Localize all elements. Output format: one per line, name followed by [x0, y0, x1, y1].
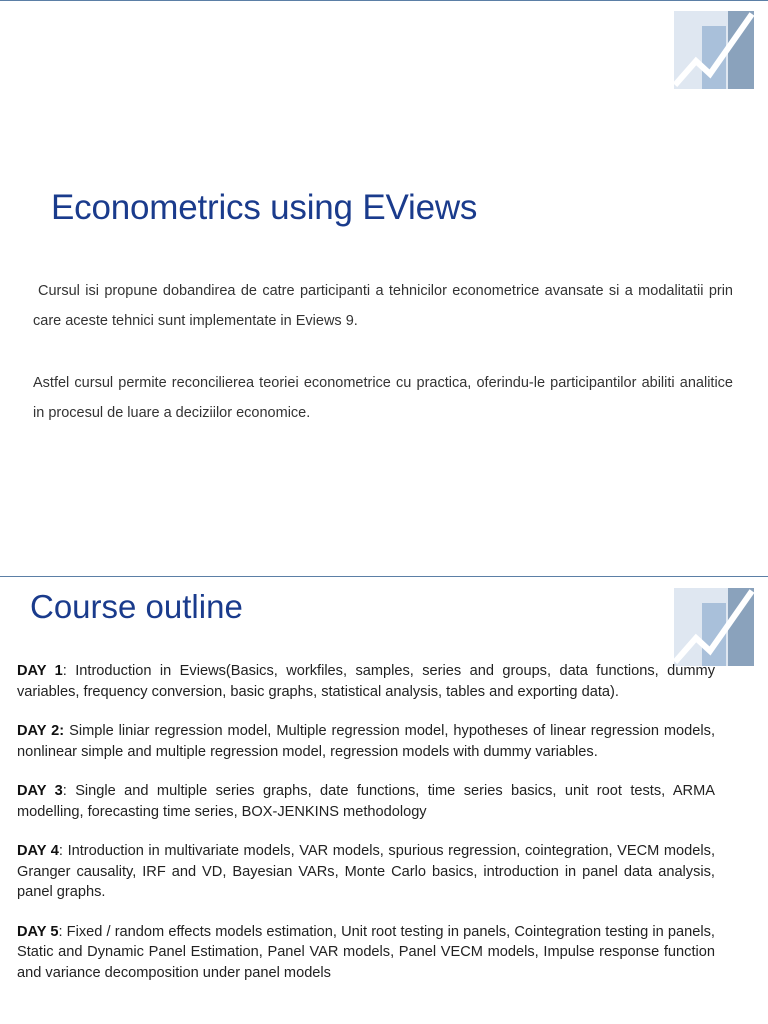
slide-top-rule — [0, 576, 768, 577]
day-label: DAY 2: — [17, 723, 65, 739]
chart-logo-icon — [674, 588, 754, 666]
summary-paragraph: Astfel cursul permite reconcilierea teoriei econometrice cu practica, oferindu-le participantilor abiliti analitice in procesul de luare a deciziilor economice. — [33, 375, 733, 421]
day-item-1 — [17, 661, 715, 702]
day-label: DAY 4 — [17, 843, 59, 859]
day-item-4 — [17, 841, 715, 903]
section-title: Course outline — [30, 588, 243, 625]
day-label: DAY 3 — [17, 783, 63, 799]
chart-logo-icon — [674, 11, 754, 89]
day-description: Fixed / random effects models estimation, Unit root testing in panels, Cointegration testing in panels, Static and Dynamic Panel Estimation, Panel VAR models, Panel VECM models, Impulse response function and variance decomposition under panel models — [17, 923, 715, 981]
day-list — [17, 661, 715, 1002]
day-description: Simple liniar regression model, Multiple regression model, hypotheses of linear regression models, nonlinear simple and multiple regression model, regression models with dummy variables. — [17, 723, 715, 760]
day-description: Introduction in Eviews(Basics, workfiles, samples, series and groups, data functions, dummy variables, frequency conversion, basic graphs, statistical analysis, tables and exporting data). — [17, 663, 715, 700]
day-separator: : — [58, 843, 63, 859]
day-description: Introduction in multivariate models, VAR models, spurious regression, cointegration, VECM models, Granger causality, IRF and VD, Bayesian VARs, Monte Carlo basics, introduction in panel data analysis, panel graphs. — [17, 843, 715, 900]
day-item-5 — [17, 922, 715, 984]
day-separator: : — [62, 783, 67, 799]
page-title: Econometrics using EViews — [51, 188, 478, 227]
day-description: Single and multiple series graphs, date functions, time series basics, unit root tests, ARMA modelling, forecasting time series, BOX-JENKINS methodology — [17, 783, 715, 820]
day-label: DAY 1 — [17, 663, 63, 679]
day-separator: : — [62, 663, 67, 679]
day-item-3 — [17, 781, 715, 822]
day-item-2 — [17, 721, 715, 762]
day-separator: : — [58, 923, 63, 940]
intro-paragraph: Cursul isi propune dobandirea de catre participanti a tehnicilor econometrice avansate si a modalitatii prin care aceste tehnici sunt implementate in Eviews 9. — [33, 283, 733, 329]
slide-course-outline — [0, 576, 768, 1024]
day-label: DAY 5 — [17, 923, 59, 940]
slide-top-rule — [0, 0, 768, 1]
